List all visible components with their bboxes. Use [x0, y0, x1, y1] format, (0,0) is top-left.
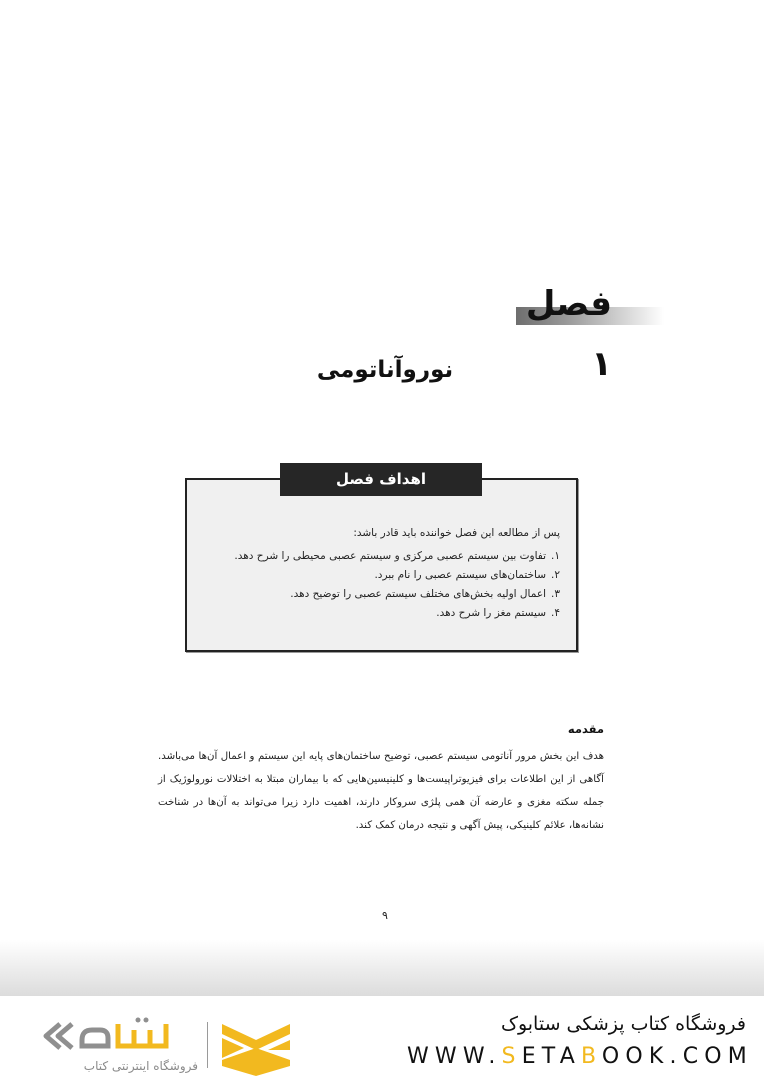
- introduction-heading: مقدمه: [567, 722, 604, 736]
- setabook-emblem-icon: [218, 1020, 294, 1076]
- url-part: ETA: [521, 1044, 581, 1069]
- chapter-title: نوروآناتومی: [316, 357, 454, 383]
- store-url[interactable]: [393, 1042, 753, 1072]
- url-part: OOK.COM: [601, 1044, 753, 1069]
- objective-number: ۴.: [551, 607, 560, 619]
- objective-item: [200, 604, 560, 623]
- objectives-list: [200, 547, 560, 623]
- store-name: فروشگاه کتاب پزشکی ستابوک: [500, 1013, 746, 1035]
- logo-tagline: فروشگاه اینترنتی کتاب: [83, 1059, 198, 1073]
- objectives-intro: پس از مطالعه این فصل خواننده باید قادر باشد:: [353, 527, 560, 539]
- objective-number: ۱.: [551, 550, 560, 562]
- objectives-header: اهداف فصل: [280, 463, 482, 496]
- url-accent-letter: B: [580, 1044, 602, 1069]
- objective-text: تفاوت بین سیستم عصبی مرکزی و سیستم عصبی محیطی را شرح دهد.: [234, 550, 547, 562]
- objective-number: ۳.: [551, 588, 560, 600]
- url-accent-letter: S: [501, 1044, 522, 1069]
- objective-item: [200, 566, 560, 585]
- chapter-label: فصل ۱: [525, 284, 612, 384]
- objective-text: ساختمان‌های سیستم عصبی را نام ببرد.: [374, 569, 547, 581]
- objective-item: [200, 585, 560, 604]
- objective-number: ۲.: [551, 569, 560, 581]
- url-part: WWW.: [406, 1044, 502, 1069]
- objective-text: سیستم مغز را شرح دهد.: [436, 607, 547, 619]
- objective-item: [200, 547, 560, 566]
- logo-divider: [207, 1022, 208, 1068]
- page-number: ۹: [382, 909, 388, 922]
- setabook-wordmark-logo: [38, 1016, 198, 1056]
- objective-text: اعمال اولیه بخش‌های مختلف سیستم عصبی را توضیح دهد.: [290, 588, 547, 600]
- introduction-paragraph: هدف این بخش مرور آناتومی سیستم عصبی، توضیح ساختمان‌های پایه این سیستم و اعمال آن‌ها می‌باشد. آگاهی از این اطلاعات برای فیزیوتراپیست‌ها و کلینیسین‌هایی که با بیماران مبتلا به اختلالات نورولوژیک از جمله سکته مغزی و عارضه آن همی پلژی سروکار دارند، اهمیت دارد زیرا می‌تواند به آن‌ها در شناخت نشانه‌ها، علائم کلینیکی، پیش آگهی و نتیجه درمان کمک کند.: [158, 751, 604, 831]
- page-bottom-shadow: [0, 940, 764, 996]
